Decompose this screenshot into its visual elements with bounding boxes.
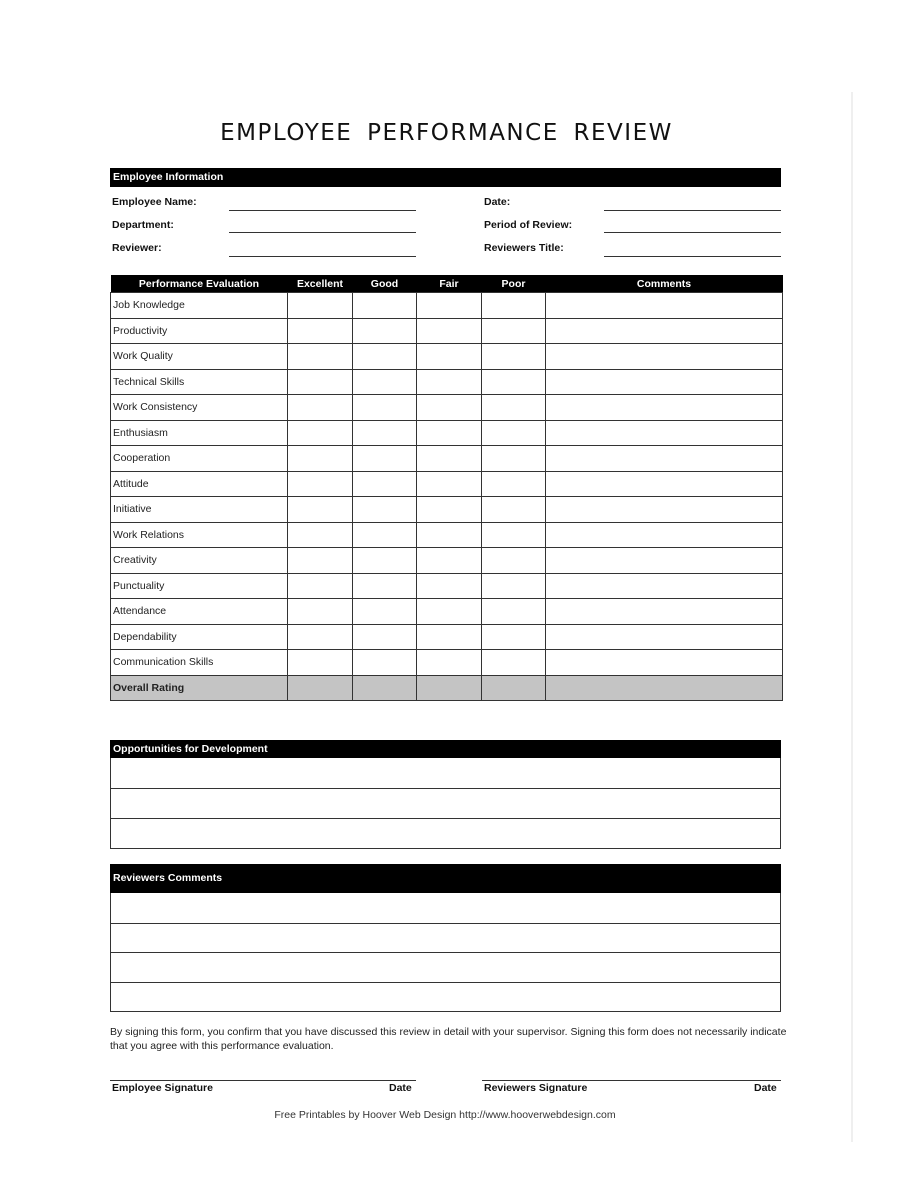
table-row: [111, 624, 783, 650]
table-row: [111, 548, 783, 574]
rating-cell-fair[interactable]: [417, 471, 482, 497]
table-row: [111, 318, 783, 344]
rating-cell-fair[interactable]: [417, 446, 482, 472]
column-header-good: Good: [353, 275, 417, 293]
rating-cell-poor[interactable]: [482, 369, 546, 395]
overall-rating-cell-good[interactable]: [353, 675, 417, 701]
criteria-label: Attendance: [111, 599, 288, 625]
rating-cell-poor[interactable]: [482, 573, 546, 599]
rating-cell-excellent[interactable]: [288, 573, 353, 599]
reviewer-comments-header: Reviewers Comments: [110, 864, 781, 893]
rating-cell-poor[interactable]: [482, 471, 546, 497]
reviewer-signature-label: Reviewers Signature: [484, 1082, 588, 1094]
criteria-label: Dependability: [111, 624, 288, 650]
rating-cell-good[interactable]: [353, 522, 417, 548]
employee-signature-line[interactable]: [110, 1080, 416, 1081]
employee-signature-label: Employee Signature: [112, 1082, 213, 1094]
opportunities-line[interactable]: [111, 818, 780, 848]
employee-name-label: Employee Name:: [112, 196, 197, 208]
performance-evaluation-table: [110, 275, 783, 701]
table-row: [111, 471, 783, 497]
rating-cell-fair[interactable]: [417, 344, 482, 370]
employee-date-label: Date: [389, 1082, 412, 1094]
criteria-label: Punctuality: [111, 573, 288, 599]
rating-cell-fair[interactable]: [417, 650, 482, 676]
date-field[interactable]: [604, 210, 781, 211]
criteria-label: Cooperation: [111, 446, 288, 472]
rating-cell-poor[interactable]: [482, 293, 546, 319]
rating-cell-excellent[interactable]: [288, 395, 353, 421]
rating-cell-fair[interactable]: [417, 420, 482, 446]
rating-cell-fair[interactable]: [417, 369, 482, 395]
comments-cell[interactable]: [546, 318, 783, 344]
table-row: [111, 522, 783, 548]
rating-cell-good[interactable]: [353, 344, 417, 370]
period-of-review-field[interactable]: [604, 232, 781, 233]
rating-cell-excellent[interactable]: [288, 624, 353, 650]
rating-cell-excellent[interactable]: [288, 471, 353, 497]
period-of-review-label: Period of Review:: [484, 219, 573, 231]
rating-cell-poor[interactable]: [482, 497, 546, 523]
rating-cell-excellent[interactable]: [288, 420, 353, 446]
rating-cell-excellent[interactable]: [288, 293, 353, 319]
opportunities-header: Opportunities for Development: [110, 740, 781, 758]
opportunities-line[interactable]: [111, 758, 780, 788]
rating-cell-good[interactable]: [353, 650, 417, 676]
comments-cell[interactable]: [546, 293, 783, 319]
criteria-label: Creativity: [111, 548, 288, 574]
department-field[interactable]: [229, 232, 416, 233]
comments-cell[interactable]: [546, 497, 783, 523]
rating-cell-good[interactable]: [353, 497, 417, 523]
criteria-label: Job Knowledge: [111, 293, 288, 319]
criteria-label: Technical Skills: [111, 369, 288, 395]
rating-cell-good[interactable]: [353, 599, 417, 625]
comments-cell[interactable]: [546, 650, 783, 676]
table-row: [111, 650, 783, 676]
rating-cell-poor[interactable]: [482, 624, 546, 650]
table-row: [111, 344, 783, 370]
footer-credit: Free Printables by Hoover Web Design http://www.hooverwebdesign.com: [274, 1109, 616, 1121]
rating-cell-poor[interactable]: [482, 650, 546, 676]
comments-cell[interactable]: [546, 522, 783, 548]
comments-cell[interactable]: [546, 471, 783, 497]
rating-cell-fair[interactable]: [417, 548, 482, 574]
reviewer-field[interactable]: [229, 256, 416, 257]
rating-cell-excellent[interactable]: [288, 522, 353, 548]
reviewer-comments-line[interactable]: [111, 952, 780, 982]
table-row: [111, 395, 783, 421]
column-header-comments: Comments: [546, 275, 783, 293]
rating-cell-poor[interactable]: [482, 395, 546, 421]
rating-cell-good[interactable]: [353, 318, 417, 344]
comments-cell[interactable]: [546, 420, 783, 446]
rating-cell-poor[interactable]: [482, 548, 546, 574]
comments-cell[interactable]: [546, 548, 783, 574]
criteria-label: Initiative: [111, 497, 288, 523]
opportunities-line[interactable]: [111, 788, 780, 818]
table-row: [111, 599, 783, 625]
rating-cell-excellent[interactable]: [288, 446, 353, 472]
rating-cell-good[interactable]: [353, 420, 417, 446]
rating-cell-excellent[interactable]: [288, 497, 353, 523]
rating-cell-good[interactable]: [353, 548, 417, 574]
rating-cell-good[interactable]: [353, 471, 417, 497]
table-row: [111, 369, 783, 395]
comments-cell[interactable]: [546, 624, 783, 650]
rating-cell-fair[interactable]: [417, 395, 482, 421]
column-header-fair: Fair: [417, 275, 482, 293]
column-header-criteria: Performance Evaluation: [111, 275, 288, 293]
table-row: [111, 497, 783, 523]
overall-comments-cell[interactable]: [546, 675, 783, 701]
comments-cell[interactable]: [546, 599, 783, 625]
criteria-label: Work Consistency: [111, 395, 288, 421]
rating-cell-fair[interactable]: [417, 497, 482, 523]
opportunities-box: [110, 758, 781, 849]
comments-cell[interactable]: [546, 395, 783, 421]
rating-cell-fair[interactable]: [417, 522, 482, 548]
criteria-label: Work Quality: [111, 344, 288, 370]
page-edge: [851, 92, 853, 1142]
date-label: Date:: [484, 196, 511, 208]
criteria-label: Enthusiasm: [111, 420, 288, 446]
rating-cell-poor[interactable]: [482, 522, 546, 548]
table-row: [111, 420, 783, 446]
overall-rating-cell-poor[interactable]: [482, 675, 546, 701]
rating-cell-poor[interactable]: [482, 318, 546, 344]
rating-cell-poor[interactable]: [482, 446, 546, 472]
rating-cell-good[interactable]: [353, 369, 417, 395]
rating-cell-poor[interactable]: [482, 344, 546, 370]
column-header-excellent: Excellent: [288, 275, 353, 293]
overall-rating-cell-fair[interactable]: [417, 675, 482, 701]
reviewer-comments-line[interactable]: [111, 923, 780, 953]
reviewer-signature-line[interactable]: [482, 1080, 781, 1081]
table-row: [111, 446, 783, 472]
overall-rating-cell-excellent[interactable]: [288, 675, 353, 701]
reviewers-title-field[interactable]: [604, 256, 781, 257]
rating-cell-fair[interactable]: [417, 624, 482, 650]
comments-cell[interactable]: [546, 369, 783, 395]
reviewer-comments-box: [110, 893, 781, 1012]
reviewer-date-label: Date: [754, 1082, 777, 1094]
employee-name-field[interactable]: [229, 210, 416, 211]
criteria-label: Work Relations: [111, 522, 288, 548]
page-title: EMPLOYEE PERFORMANCE REVIEW: [220, 120, 673, 146]
reviewer-comments-line[interactable]: [111, 982, 780, 1012]
rating-cell-good[interactable]: [353, 624, 417, 650]
comments-cell[interactable]: [546, 446, 783, 472]
rating-cell-excellent[interactable]: [288, 369, 353, 395]
overall-rating-label: Overall Rating: [111, 675, 288, 701]
signature-disclaimer: By signing this form, you confirm that you have discussed this review in detail with your supervisor. Signing this form does not necessarily indicate that you agree with this performance evaluation.: [110, 1026, 787, 1052]
reviewer-label: Reviewer:: [112, 242, 162, 254]
table-row: [111, 293, 783, 319]
reviewer-comments-line[interactable]: [111, 893, 780, 923]
rating-cell-fair[interactable]: [417, 599, 482, 625]
rating-cell-excellent[interactable]: [288, 650, 353, 676]
department-label: Department:: [112, 219, 174, 231]
rating-cell-good[interactable]: [353, 293, 417, 319]
rating-cell-excellent[interactable]: [288, 599, 353, 625]
criteria-label: Productivity: [111, 318, 288, 344]
table-row: [111, 573, 783, 599]
rating-cell-good[interactable]: [353, 446, 417, 472]
rating-cell-excellent[interactable]: [288, 344, 353, 370]
criteria-label: Communication Skills: [111, 650, 288, 676]
rating-cell-poor[interactable]: [482, 599, 546, 625]
employee-info-header: Employee Information: [110, 168, 781, 187]
rating-cell-good[interactable]: [353, 395, 417, 421]
rating-cell-fair[interactable]: [417, 573, 482, 599]
rating-cell-good[interactable]: [353, 573, 417, 599]
rating-cell-poor[interactable]: [482, 420, 546, 446]
rating-cell-excellent[interactable]: [288, 318, 353, 344]
reviewers-title-label: Reviewers Title:: [484, 242, 564, 254]
overall-rating-row: [111, 675, 783, 701]
column-header-poor: Poor: [482, 275, 546, 293]
comments-cell[interactable]: [546, 344, 783, 370]
comments-cell[interactable]: [546, 573, 783, 599]
rating-cell-fair[interactable]: [417, 293, 482, 319]
criteria-label: Attitude: [111, 471, 288, 497]
table-header-row: [111, 275, 783, 293]
rating-cell-excellent[interactable]: [288, 548, 353, 574]
rating-cell-fair[interactable]: [417, 318, 482, 344]
